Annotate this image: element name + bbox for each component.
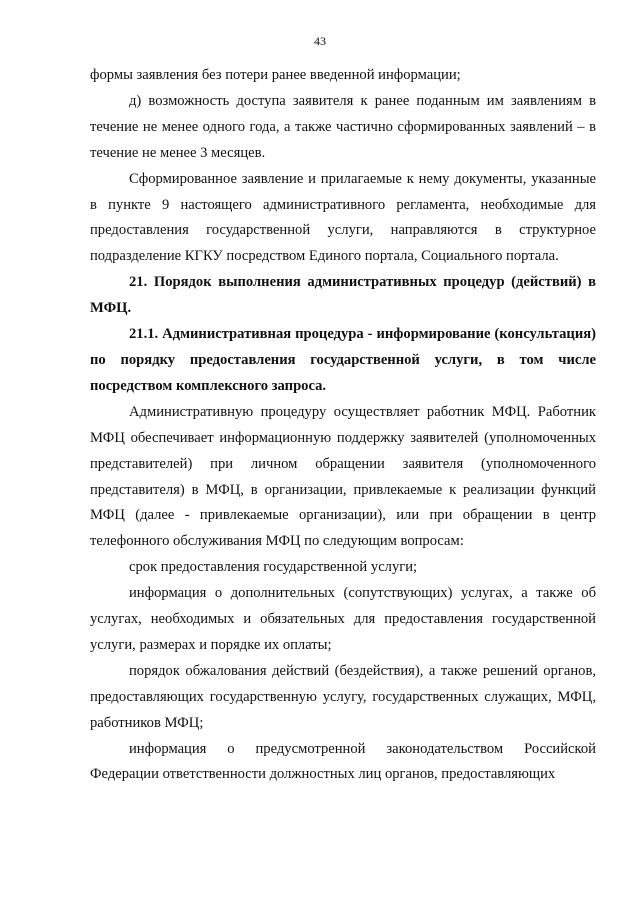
list-item-1: срок предоставления государственной услуги;	[129, 559, 418, 576]
subsection-heading-21-1: 21.1. Административная процедура - информирование (консультация) по порядку предоставления государственной услуги, в том числе посредством комплексного запроса.	[90, 326, 596, 394]
paragraph-6: Административную процедуру осуществляет работник МФЦ. Работник МФЦ обеспечивает информационную поддержку заявителей (уполномоченных представителей) при личном обращении заявителя (уполномоченного представителя) в МФЦ, в организации, привлекаемые к реализации функций МФЦ (далее - привлекаемые организации), или при обращении в центр телефонного обслуживания МФЦ по следующим вопросам:	[90, 403, 596, 550]
paragraph-2: д) возможность доступа заявителя к ранее поданным им заявлениям в течение не менее одного года, а также частично сформированных заявлений – в течение не менее 3 месяцев.	[90, 92, 596, 161]
paragraph-3: Сформированное заявление и прилагаемые к нему документы, указанные в пункте 9 настоящего административного регламента, необходимые для предоставления государственной услуги, направляются в структурное подразделение КГКУ посредством Единого портала, Социального портала.	[90, 170, 596, 265]
list-item-3: порядок обжалования действий (бездействия), а также решений органов, предоставляющих государственную услугу, государственных служащих, МФЦ, работников МФЦ;	[90, 662, 596, 731]
section-heading-21: 21. Порядок выполнения административных процедур (действий) в МФЦ.	[90, 274, 596, 317]
list-item-4: информация о предусмотренной законодательством Российской Федерации ответственности должностных лиц органов, предоставляющих	[90, 740, 596, 783]
paragraph-1: формы заявления без потери ранее введенной информации;	[90, 67, 461, 83]
list-item-2: информация о дополнительных (сопутствующих) услугах, а также об услугах, необходимых и обязательных для предоставления государственной услуги, размерах и порядке их оплаты;	[90, 585, 596, 653]
document-body	[90, 63, 596, 788]
page-number: 43	[314, 34, 326, 48]
